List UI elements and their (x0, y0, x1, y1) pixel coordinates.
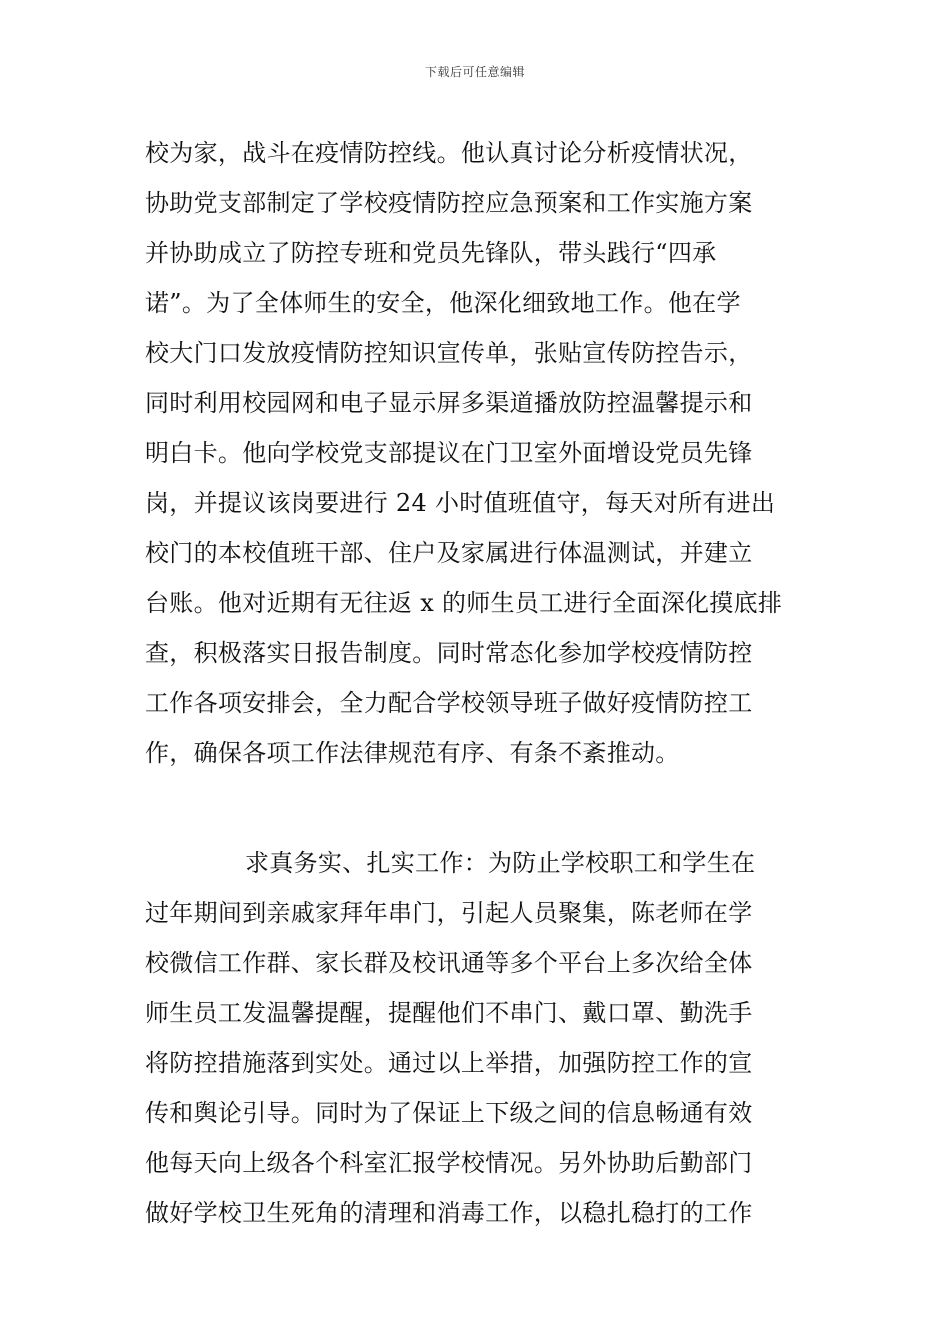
text-line: 工作各项安排会，全力配合学校领导班子做好疫情防控工 (145, 689, 753, 717)
text-line: 台账。他对近期有无往返 x 的师生员工进行全面深化摸底排 (145, 589, 783, 617)
text-line: 诺”。为了全体师生的安全，他深化细致地工作。他在学 (145, 289, 741, 317)
text-line: 校大门口发放疫情防控知识宣传单，张贴宣传防控告示， (145, 339, 753, 367)
text-line: 作，确保各项工作法律规范有序、有条不紊推动。 (145, 739, 680, 767)
text-line: 并协助成立了防控专班和党员先锋队，带头践行“四承 (145, 239, 717, 267)
paragraph-spacer (145, 778, 815, 838)
text-line: 校门的本校值班干部、住户及家属进行体温测试，并建立 (145, 539, 753, 567)
text-line: 明白卡。他向学校党支部提议在门卫室外面增设党员先锋 (145, 439, 753, 467)
text-line: 校微信工作群、家长群及校讯通等多个平台上多次给全体 (145, 949, 753, 977)
text-line: 传和舆论引导。同时为了保证上下级之间的信息畅通有效 (145, 1099, 753, 1127)
text-line: 他每天向上级各个科室汇报学校情况。另外协助后勤部门 (145, 1149, 753, 1177)
paragraph (145, 128, 815, 778)
text-line: 过年期间到亲戚家拜年串门，引起人员聚集，陈老师在学 (145, 899, 753, 927)
text-line: 岗，并提议该岗要进行 24 小时值班值守，每天对所有进出 (145, 489, 776, 517)
text-line: 协助党支部制定了学校疫情防控应急预案和工作实施方案 (145, 189, 753, 217)
document-body (145, 128, 815, 1238)
text-line: 将防控措施落到实处。通过以上举措，加强防控工作的宣 (145, 1049, 753, 1077)
text-line: 校为家，战斗在疫情防控线。他认真讨论分析疫情状况， (145, 139, 753, 167)
paragraph (145, 838, 815, 1238)
text-line: 师生员工发温馨提醒，提醒他们不串门、戴口罩、勤洗手 (145, 999, 753, 1027)
page-header-note: 下载后可任意编辑 (424, 65, 525, 79)
text-line: 查，积极落实日报告制度。同时常态化参加学校疫情防控 (145, 639, 753, 667)
text-line: 同时利用校园网和电子显示屏多渠道播放防控温馨提示和 (145, 389, 753, 417)
text-line: 做好学校卫生死角的清理和消毒工作，以稳扎稳打的工作 (145, 1199, 753, 1227)
text-line: 求真务实、扎实工作：为防止学校职工和学生在 (245, 849, 756, 877)
